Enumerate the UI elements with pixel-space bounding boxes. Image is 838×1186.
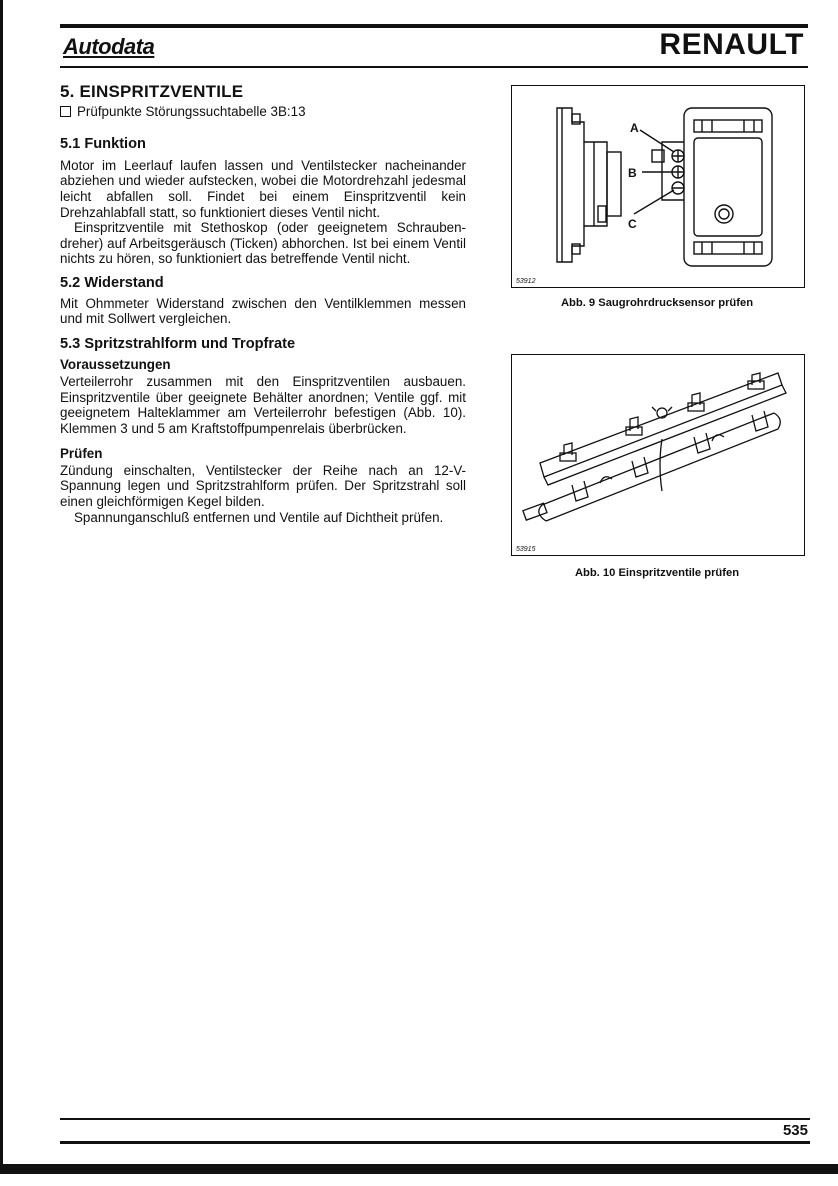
checklist-text: Prüfpunkte Störungssuchtabelle 3B:13 xyxy=(77,103,306,119)
text-column xyxy=(60,84,466,525)
page-number: 535 xyxy=(782,1122,808,1139)
figure-9-caption: Abb. 9 Saugrohrdrucksensor prüfen xyxy=(560,297,754,309)
subheading-voraussetzungen: Voraussetzungen xyxy=(60,357,171,373)
label-c: C xyxy=(628,217,637,231)
paragraph-voraussetzungen: Verteilerrohr zusammen mit den Einspritzventilen ausbauen. Einspritzventile über geeignete Behälter anordnen; Ventile ggf. mit geeignetem Halteklammer am Verteilerrohr befestigen (Abb. 10). Klemmen 3 und 5 am Kraftstoffpumpenrelais überbrücken. xyxy=(60,373,466,436)
subsection-title-5-3: 5.3 Spritzstrahlform und Tropfrate xyxy=(60,335,296,352)
paragraph-pruefen-2: Spannunganschluß entfernen und Ventile auf Dichtheit prüfen. xyxy=(74,509,444,525)
subheading-pruefen: Prüfen xyxy=(60,446,103,462)
label-b: B xyxy=(628,166,637,180)
injector-rail-illustration xyxy=(512,355,804,555)
paragraph-funktion-1: Motor im Leerlauf laufen lassen und Ventilstecker nacheinander abziehen und wieder aufstecken, wobei die Motordrehzahl jedesmal leicht abfallen soll. Findet bei einem Einspritzventil kein Drehzahlabfall statt, so funktioniert dieses Ventil nicht. xyxy=(60,157,466,220)
page-edge-left xyxy=(0,0,3,1174)
figure-9-frame xyxy=(511,85,805,288)
paragraph-funktion-2: Einspritzventile mit Stethoskop (oder geeignetem Schrauben-dreher) auf Arbeitsgeräusch (Ticken) abhorchen. Ist bei einem Ventil nichts zu hören, so funktioniert das betreffende Ventil nicht. xyxy=(60,220,466,267)
footer-bottom-rule xyxy=(60,1141,810,1144)
section-title: 5. EINSPRITZVENTILE xyxy=(60,82,244,101)
paragraph-widerstand: Mit Ohmmeter Widerstand zwischen den Ventilklemmen messen und mit Sollwert vergleichen. xyxy=(60,295,466,327)
checkbox-icon xyxy=(60,106,71,117)
map-sensor-illustration xyxy=(512,86,804,287)
header-bottom-rule xyxy=(60,66,808,68)
footer-top-rule xyxy=(60,1118,810,1120)
figure-10-caption: Abb. 10 Einspritzventile prüfen xyxy=(574,567,740,579)
brand-logo: Autodata xyxy=(63,34,155,59)
subsection-title-5-2: 5.2 Widerstand xyxy=(60,274,164,291)
label-a: A xyxy=(630,121,639,135)
figure-10-code: 53915 xyxy=(516,546,536,553)
make-title: RENAULT xyxy=(659,28,804,61)
page-edge-bottom xyxy=(0,1164,838,1174)
checklist-line xyxy=(60,104,466,120)
figure-9-code: 53912 xyxy=(516,278,536,285)
paragraph-pruefen-1: Zündung einschalten, Ventilstecker der Reihe nach an 12-V-Spannung legen und Spritzstrahlform prüfen. Der Spritzstrahl soll einen gleichförmigen Kegel bilden. xyxy=(60,462,466,510)
figure-10-frame xyxy=(511,354,805,556)
subsection-title-5-1: 5.1 Funktion xyxy=(60,136,146,153)
